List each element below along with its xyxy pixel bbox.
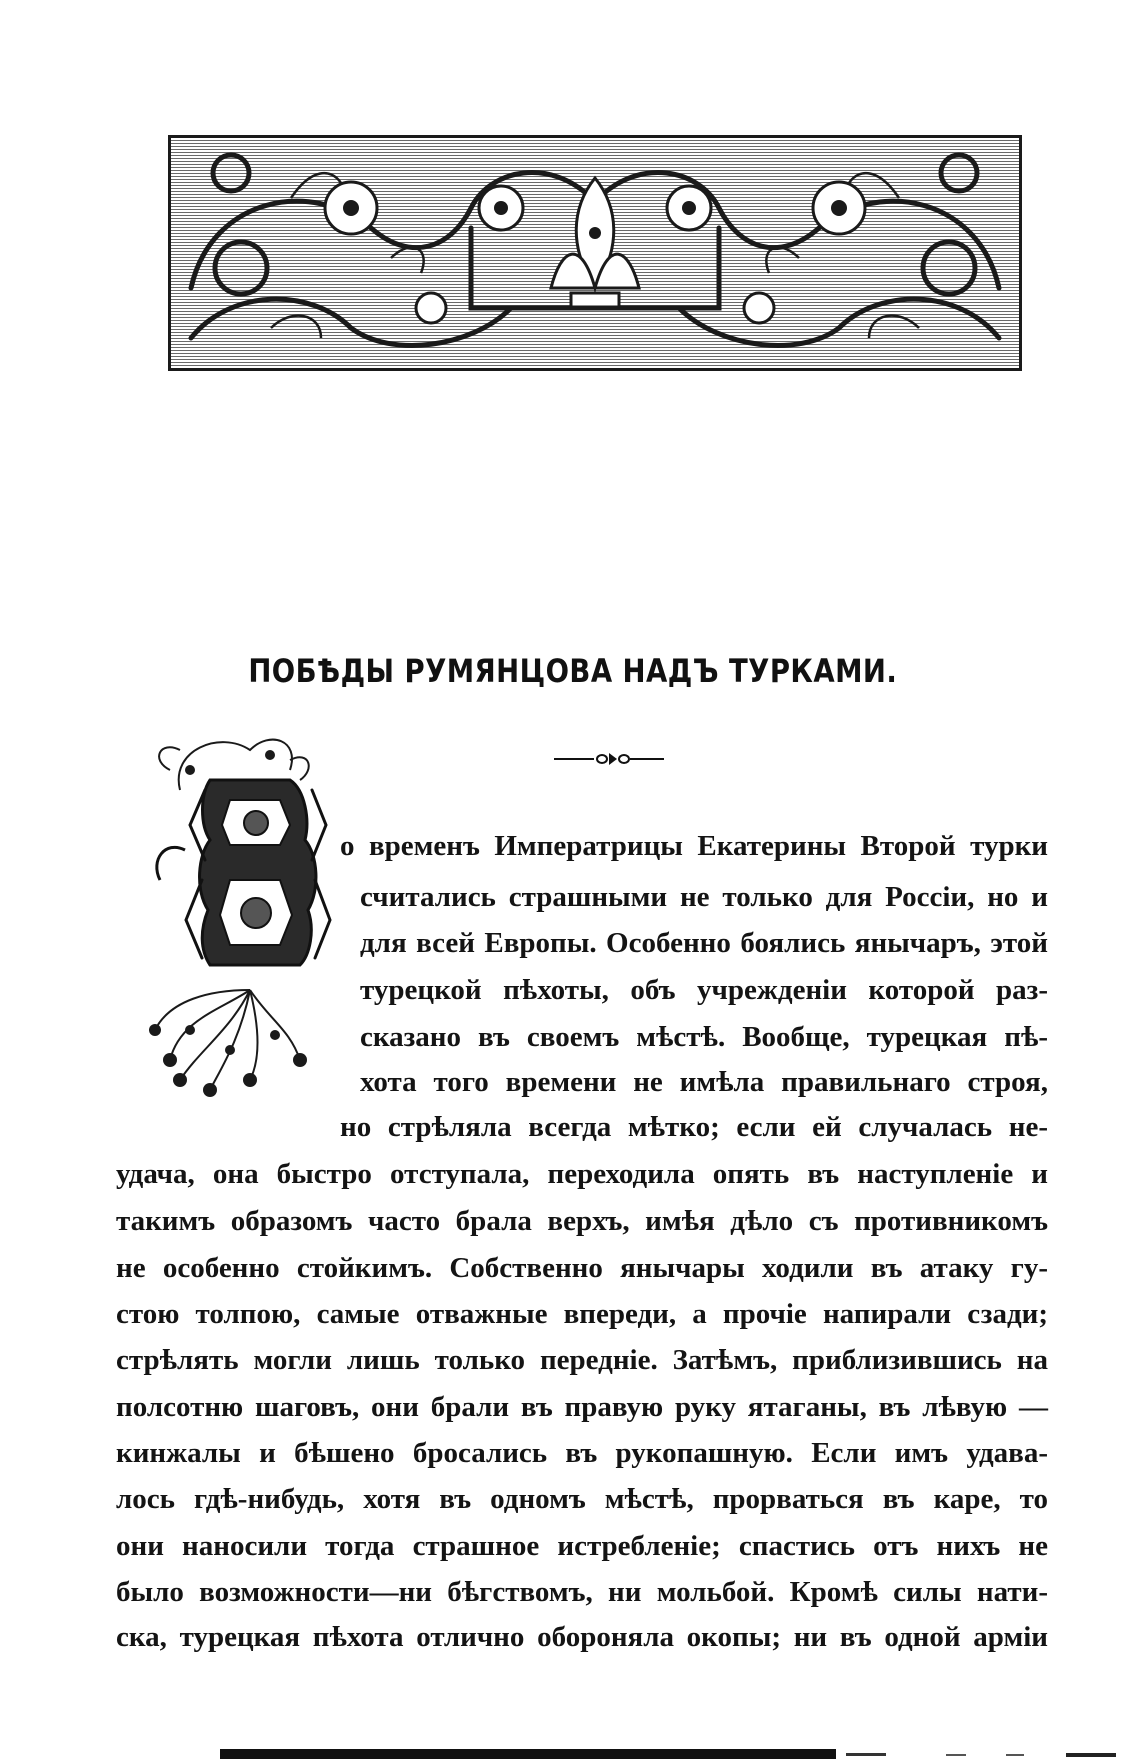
text-line: считались страшными не только для Россіи, но и <box>360 881 1048 913</box>
text-line: турецкой пѣхоты, объ учрежденіи которой раз- <box>360 974 1048 1006</box>
text-line: полсотню шаговъ, они брали въ правую руку ятаганы, въ лѣвую — <box>116 1391 1048 1423</box>
text-line: хота того времени не имѣла правильнаго строя, <box>360 1066 1048 1098</box>
text-line: но стрѣляла всегда мѣтко; если ей случалась не- <box>340 1111 1048 1143</box>
text-line: было возможности—ни бѣгствомъ, ни мольбой. Кромѣ силы нати- <box>116 1576 1048 1608</box>
text-line: стрѣлять могли лишь только передніе. Затѣмъ, приблизившись на <box>116 1344 1048 1376</box>
text-line: о временъ Императрицы Екатерины Второй турки <box>340 830 1048 862</box>
text-line: удача, она быстро отступала, переходила опять въ наступленіе и <box>116 1158 1048 1190</box>
foliage-ornament-icon <box>171 138 1019 368</box>
text-line: не особенно стойкимъ. Собственно янычары ходили въ атаку гу- <box>116 1252 1048 1284</box>
page-title: ПОБѢДЫ РУМЯНЦОВА НАДЪ ТУРКАМИ. <box>248 652 898 690</box>
bottom-edge-dashes <box>836 1752 1136 1759</box>
text-line: ска, турецкая пѣхота отлично обороняла окопы; ни въ одной арміи <box>116 1621 1048 1653</box>
decorated-initial-letter <box>140 730 340 1100</box>
text-line: лось гдѣ-нибудь, хотя въ одномъ мѣстѣ, прорваться въ каре, то <box>116 1483 1048 1515</box>
text-line: стою толпою, самые отважные впереди, а прочіе напирали сзади; <box>116 1298 1048 1330</box>
title-divider-ornament <box>554 752 664 766</box>
text-line: для всей Европы. Особенно боялись янычаръ, этой <box>360 927 1048 959</box>
text-line: сказано въ своемъ мѣстѣ. Вообще, турецкая пѣ- <box>360 1021 1048 1053</box>
text-line: кинжалы и бѣшено бросались въ рукопашную. Если имъ удава- <box>116 1437 1048 1469</box>
text-line: такимъ образомъ часто брала верхъ, имѣя дѣло съ противникомъ <box>116 1205 1048 1237</box>
text-line: они наносили тогда страшное истребленіе; спастись отъ нихъ не <box>116 1530 1048 1562</box>
ornamental-headpiece <box>168 135 1022 371</box>
bottom-edge-rule <box>220 1749 836 1759</box>
